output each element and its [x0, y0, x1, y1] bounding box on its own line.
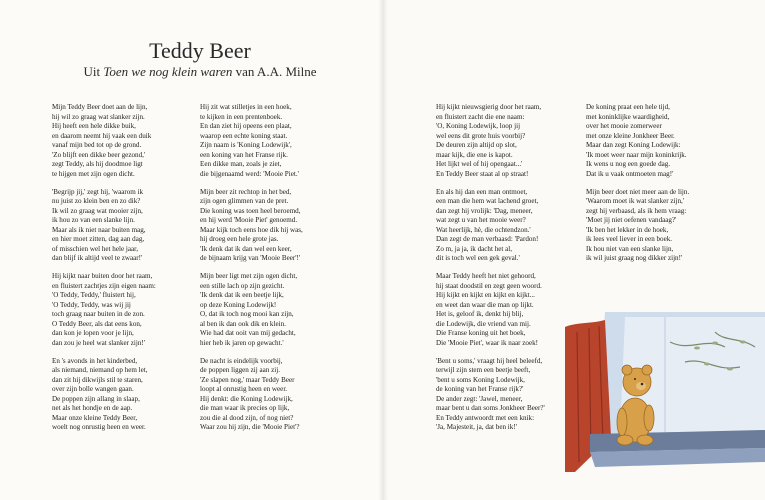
poem-line: die man waar ik precies op lijk, — [200, 404, 290, 412]
poem-subtitle — [40, 64, 360, 80]
poem-line: over het mooie zomerweer — [586, 122, 662, 130]
poem-line: hier heb ik jaren op gewacht.' — [200, 338, 284, 347]
poem-line: Zo m, ja ja, ik dacht het al, — [436, 244, 513, 253]
poem-column-4 — [586, 103, 751, 272]
poem-line: Maar dan zegt Koning Lodewijk: — [586, 141, 681, 149]
poem-line: De nacht is eindelijk voorbij, — [200, 356, 283, 365]
poem-line: Hij kijkt en kijkt en kijkt en kijkt... — [436, 291, 535, 299]
poem-line: een man die hem wat lachend groet, — [436, 197, 539, 205]
poem-line: Ik wens u nog een goede dag. — [586, 160, 671, 168]
poem-line: hij wil zo graag wat slanker zijn. — [52, 112, 145, 121]
poem-line: En Teddy Beer staat al op straat! — [436, 169, 529, 178]
poem-stanza — [586, 103, 751, 179]
poem-line: net als het hondje en de aap. — [52, 404, 133, 412]
poem-line: of misschien wel het hele jaar, — [52, 244, 138, 253]
poem-line: te hijgen met zijn ogen dicht. — [52, 169, 135, 178]
poem-line: en hij werd 'Mooie Piet' genoemd. — [200, 216, 298, 224]
poem-line: al ben ik dan ook dik en klein. — [200, 319, 286, 328]
poem-line: 'Ze slapen nog,' maar Teddy Beer — [200, 375, 295, 384]
poem-line: Maar onze kleine Teddy Beer, — [52, 413, 138, 422]
poem-line: maar kijk, die ene is kapot. — [436, 150, 513, 159]
poem-line: vanaf mijn bed tot op de grond. — [52, 141, 142, 149]
poem-line: 'Zo blijft een dikke beer gezond,' — [52, 150, 146, 159]
poem-line: toch graag naar buiten in de zon. — [52, 310, 145, 318]
poem-line: Mijn beer doet niet meer aan de lijn. — [586, 187, 690, 196]
poem-line: Een dikke man, zoals je ziet, — [200, 160, 282, 168]
poem-line: 'bent u soms Koning Lodewijk, — [436, 375, 525, 384]
poem-line: Wie had dat ooit van mij gedacht, — [200, 329, 296, 337]
poem-line: 'Ik denk dat ik dan wel een keer, — [200, 244, 292, 253]
poem-line: te kijken in een prentenboek. — [200, 112, 283, 121]
poem-line: zijn ogen glimmen van de pret. — [200, 197, 289, 205]
poem-line: waarop een echte koning staat. — [200, 131, 288, 140]
poem-line: Wat heerlijk, hè, die ochtendzon.' — [436, 225, 531, 234]
poem-stanza — [52, 272, 217, 348]
poem-line: als niemand, niemand op hem let, — [52, 366, 148, 374]
teddy-bear-at-window-illustration — [565, 312, 765, 487]
poem-line: Het lijkt wel of hij opengaat...' — [436, 160, 523, 168]
poem-line: een stille lach op zijn gezicht. — [200, 281, 285, 290]
poem-line: en daarom neemt hij vaak een duik — [52, 131, 152, 140]
poem-line: Ik wil zo graag wat mooier zijn, — [52, 206, 143, 215]
poem-line: Die Franse koning uit het boek, — [436, 329, 526, 337]
poem-line: 'O Teddy, Teddy, was wij jij — [52, 300, 131, 309]
poem-stanza — [586, 188, 751, 264]
poem-line: 'Moet jij niet oefenen vandaag?' — [586, 216, 677, 224]
subtitle-book-title: Toen we nog klein waren — [103, 64, 233, 79]
poem-line: met koninklijke waardigheid, — [586, 112, 670, 121]
poem-line: en fluistert zacht die ene naam: — [436, 112, 525, 121]
poem-line: Mijn Teddy Beer doet aan de lijn, — [52, 103, 148, 111]
poem-line: De koning praat een hele tijd, — [586, 103, 670, 111]
poem-stanza — [52, 188, 217, 264]
poem-line: dan zou je heel wat slanker zijn!' — [52, 338, 146, 347]
poem-stanza — [200, 103, 365, 179]
poem-stanza — [200, 188, 365, 264]
poem-line: Maar als ik niet naar buiten mag, — [52, 225, 146, 234]
poem-line: over zijn bolle wangen gaan. — [52, 385, 134, 393]
poem-line: Dan zegt de man verbaasd: 'Pardon! — [436, 235, 539, 243]
poem-line: terwijl zijn stem een beetje beeft, — [436, 366, 531, 374]
poem-line: ik wil juist graag nog dikker zijn!' — [586, 254, 683, 262]
poem-line: woelt nog onrustig heen en weer. — [52, 423, 146, 431]
poem-line: Maar Teddy heeft het niet gehoord, — [436, 272, 536, 280]
poem-line: dan kon je lopen voor je lijn, — [52, 329, 134, 337]
poem-stanza — [52, 357, 217, 433]
poem-line: zegt hij verbaasd, als ik hem vraag: — [586, 206, 687, 215]
poem-line: De deuren zijn altijd op slot, — [436, 141, 517, 149]
poem-stanza — [436, 188, 601, 264]
poem-line: 'Waarom moet ik wat slanker zijn,' — [586, 197, 685, 205]
poem-line: O, dat ik toch nog mooi kan zijn, — [200, 310, 294, 318]
poem-line: 'O Teddy, Teddy,' fluistert hij, — [52, 291, 136, 299]
poem-line: Die 'Mooie Piet', waar ik naar zoek! — [436, 338, 539, 347]
poem-line: De ander zegt: 'Jawel, meneer, — [436, 394, 523, 403]
poem-line: En als hij dan een man ontmoet, — [436, 187, 528, 196]
poem-line: die Lodewijk, die vriend van mij. — [436, 319, 531, 328]
poem-line: dan zegt hij vrolijk: 'Dag, meneer, — [436, 206, 533, 215]
poem-line: Waar zou hij zijn, die 'Mooie Piet'? — [200, 423, 300, 431]
poem-line: wat zegt u van het mooie weer? — [436, 216, 526, 224]
poem-line: Zijn naam is 'Koning Lodewijk', — [200, 141, 292, 149]
poem-line: ik hou zo van een slanke lijn. — [52, 216, 135, 224]
poem-line: en weet dan waar die man op lijkt. — [436, 300, 534, 309]
poem-line: Hij kijkt naar buiten door het raam, — [52, 272, 153, 280]
poem-line: nu juist zo klein ben en zo dik? — [52, 197, 141, 205]
poem-column-2 — [200, 103, 365, 441]
poem-line: dan blijf ik altijd veel te zwaar!' — [52, 254, 143, 262]
poem-line: 'O, Koning Lodewijk, loop jij — [436, 122, 521, 130]
poem-line: Hij heeft een hele dikke buik, — [52, 122, 136, 130]
poem-line: loopt al onrustig heen en weer. — [200, 385, 288, 393]
poem-line: Hij zit wat stilletjes in een hoek, — [200, 103, 292, 111]
poem-line: de bijnaam krijg van 'Mooie Beer'!' — [200, 254, 301, 262]
poem-line: met onze kleine Jonkheer Beer. — [586, 131, 675, 140]
poem-line: hij staat doodstil en zegt geen woord. — [436, 281, 542, 290]
poem-column-1 — [52, 103, 217, 441]
poem-stanza — [436, 103, 601, 179]
poem-line: en hier moet zitten, dag aan dag, — [52, 235, 145, 243]
subtitle-suffix: van A.A. Milne — [232, 64, 317, 79]
poem-line: Ik hou niet van een slanke lijn, — [586, 244, 674, 253]
poem-line: 'Ja, Majesteit, ja, dat ben ik!' — [436, 423, 517, 431]
poem-line: Die koning was toen heel beroemd, — [200, 206, 301, 215]
poem-line: Maar kijk toch eens hoe dik hij was, — [200, 225, 303, 234]
poem-line: Mijn beer ligt met zijn ogen dicht, — [200, 272, 298, 280]
poem-line: 'Ik ben het lekker in de hoek, — [586, 225, 669, 234]
poem-line: En Teddy antwoordt met een knik: — [436, 413, 535, 422]
poem-line: een koning van het Franse rijk. — [200, 150, 288, 159]
poem-line: die bijgenaamd werd: 'Mooie Piet.' — [200, 169, 299, 178]
poem-line: en fluistert zachtjes zijn eigen naam: — [52, 281, 156, 290]
poem-line: Hij kijkt nieuwsgierig door het raam, — [436, 103, 542, 111]
poem-line: zou die al dood zijn, of nog niet? — [200, 413, 294, 422]
poem-line: dit is toch wel een gek geval.' — [436, 254, 520, 262]
poem-line: op deze Koning Lodewijk! — [200, 300, 277, 309]
poem-line: dan zit hij dikwijls stil te staren, — [52, 375, 143, 384]
poem-line: En dan ziet hij opeens een plaat, — [200, 122, 292, 130]
poem-line: ik lees veel liever in een boek. — [586, 235, 673, 243]
poem-line: 'Ik moet weer naar mijn koninkrijk. — [586, 150, 687, 159]
poem-title: Teddy Beer — [149, 38, 251, 63]
poem-line: 'Begrijp jij,' zegt hij, 'waarom ik — [52, 187, 144, 196]
poem-line: hij droeg een hele grote jas. — [200, 235, 279, 243]
poem-stanza — [200, 357, 365, 433]
poem-line: De poppen zijn allang in slaap, — [52, 394, 140, 403]
poem-line: Hij denkt: die Koning Lodewijk, — [200, 394, 293, 403]
poem-line: zegt Teddy, als hij doodmoe ligt — [52, 160, 143, 168]
poem-stanza — [200, 272, 365, 348]
poem-line: wel eens dit grote huis voorbij? — [436, 131, 526, 140]
poem-line: En 's avonds in het kinderbed, — [52, 356, 138, 365]
book-gutter — [378, 0, 388, 500]
poem-line: Dat ik u vaak ontmoeten mag!' — [586, 169, 674, 178]
poem-line: Mijn beer zit rechtop in het bed, — [200, 187, 292, 196]
poem-line: de poppen liggen zij aan zij. — [200, 366, 280, 374]
subtitle-prefix: Uit — [83, 64, 104, 79]
poem-line: de koning van het Franse rijk?' — [436, 385, 524, 393]
poem-stanza — [52, 103, 217, 179]
poem-line: 'Ik denk dat ik een beetje lijk, — [200, 291, 284, 299]
poem-line: 'Bent u soms,' vraagt hij heel beleefd, — [436, 356, 543, 365]
poem-line: Het is, geloof ik, denkt hij blij, — [436, 310, 524, 318]
poem-line: maar bent u dan soms Jonkheer Beer?' — [436, 404, 545, 412]
poem-line: O Teddy Beer, als dat eens kon, — [52, 319, 142, 328]
